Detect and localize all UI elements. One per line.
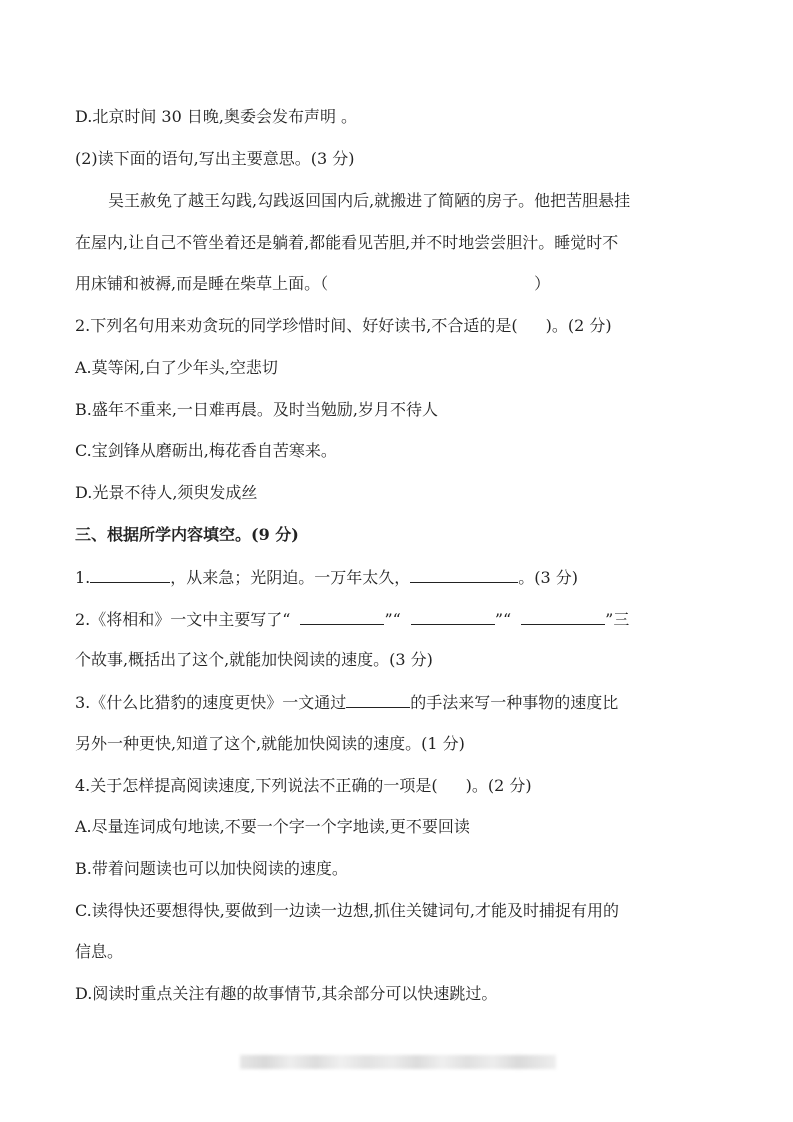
fill-q3-continued-text: 另外一种更快,知道了这个,就能加快阅读的速度。(1 分) xyxy=(75,734,465,753)
fill-q2-blank-3[interactable] xyxy=(521,608,605,625)
fill-q4-score: )。(2 分) xyxy=(465,776,532,795)
q2-option-a xyxy=(75,357,725,379)
section-three-heading-text: 三、根据所学内容填空。(9 分) xyxy=(75,525,299,544)
fill-q4-option-b xyxy=(75,858,725,880)
fill-q3-text-end: 的手法来写一种事物的速度比 xyxy=(410,693,619,712)
fill-q4-option-d-text: D.阅读时重点关注有趣的故事情节,其余部分可以快速跳过。 xyxy=(75,984,498,1003)
passage-line-1-text: 吴王赦免了越王勾践,勾践返回国内后,就搬进了简陋的房子。他把苦胆悬挂 xyxy=(108,191,631,210)
fill-q2-quote-2: ”“ xyxy=(494,610,512,629)
q2-option-c-text: C.宝剑锋从磨砺出,梅花香自苦寒来。 xyxy=(75,441,337,460)
fill-q4 xyxy=(75,775,725,797)
fill-q4-option-c-continued xyxy=(75,941,725,963)
q2-option-b-text: B.盛年不重来,一日难再晨。及时当勉励,岁月不待人 xyxy=(75,400,439,419)
fill-q3-continued xyxy=(75,733,725,755)
fill-q4-text: 4.关于怎样提高阅读速度,下列说法不正确的一项是( xyxy=(75,776,438,795)
fill-q3 xyxy=(75,691,725,714)
q1-option-d xyxy=(75,106,725,128)
fill-q2-text: 2.《将相和》一文中主要写了“ xyxy=(75,610,291,629)
fill-q4-option-d xyxy=(75,983,725,1005)
blurred-watermark xyxy=(240,1055,556,1069)
q1-option-d-text: D.北京时间 30 日晚,奥委会发布声明 。 xyxy=(75,107,358,126)
q2-option-d xyxy=(75,482,725,504)
q1-sub2-prompt xyxy=(75,148,725,170)
passage-line-2-text: 在屋内,让自己不管坐着还是躺着,都能看见苦胆,并不时地尝尝胆汁。睡觉时不 xyxy=(75,233,619,252)
fill-q1-number: 1. xyxy=(75,568,91,587)
passage-line-2 xyxy=(75,232,725,254)
fill-q1-blank-2[interactable] xyxy=(410,566,518,583)
fill-q4-option-a xyxy=(75,816,725,838)
fill-q2 xyxy=(75,608,725,631)
fill-q2-quote-3: ”三 xyxy=(605,610,630,629)
fill-q2-blank-1[interactable] xyxy=(300,608,384,625)
fill-q2-quote-1: ”“ xyxy=(384,610,401,629)
q2-prompt-text: 2.下列名句用来劝贪玩的同学珍惜时间、好好读书,不合适的是( xyxy=(75,316,518,335)
passage-line-1 xyxy=(108,190,758,212)
q2-option-b xyxy=(75,399,725,421)
fill-q2-continued-text: 个故事,概括出了这个,就能加快阅读的速度。(3 分) xyxy=(75,650,433,669)
fill-q4-option-c-text: C.读得快还要想得快,要做到一边读一边想,抓住关键词句,才能及时捕捉有用的 xyxy=(75,901,620,920)
fill-q1-score: 。(3 分) xyxy=(518,568,579,587)
section-three-heading xyxy=(75,524,725,546)
fill-q4-option-a-text: A.尽量连词成句地读,不要一个字一个字地读,更不要回读 xyxy=(75,817,470,836)
q2-score: )。(2 分) xyxy=(545,316,612,335)
q2-option-c xyxy=(75,440,725,462)
q2-prompt xyxy=(75,315,725,337)
q2-option-d-text: D.光景不待人,须臾发成丝 xyxy=(75,483,258,502)
q2-option-a-text: A.莫等闲,白了少年头,空悲切 xyxy=(75,358,278,377)
fill-q1 xyxy=(75,566,725,589)
fill-q2-continued xyxy=(75,649,725,671)
fill-q4-option-b-text: B.带着问题读也可以加快阅读的速度。 xyxy=(75,859,348,878)
fill-q2-blank-2[interactable] xyxy=(411,608,495,625)
q1-sub2-prompt-text: (2)读下面的语句,写出主要意思。(3 分) xyxy=(75,149,355,168)
passage-line-3-text: 用床铺和被褥,而是睡在柴草上面。（ xyxy=(75,274,329,293)
fill-q1-blank-1[interactable] xyxy=(90,566,170,583)
passage-line-3 xyxy=(75,273,725,295)
fill-q4-option-c-continued-text: 信息。 xyxy=(75,942,124,961)
fill-q3-blank[interactable] xyxy=(346,691,410,708)
fill-q1-text: ，从来急；光阴迫。一万年太久， xyxy=(170,568,411,587)
fill-q4-option-c xyxy=(75,900,725,922)
fill-q3-text: 3.《什么比猎豹的速度更快》一文通过 xyxy=(75,693,347,712)
closing-paren: ） xyxy=(534,274,551,293)
